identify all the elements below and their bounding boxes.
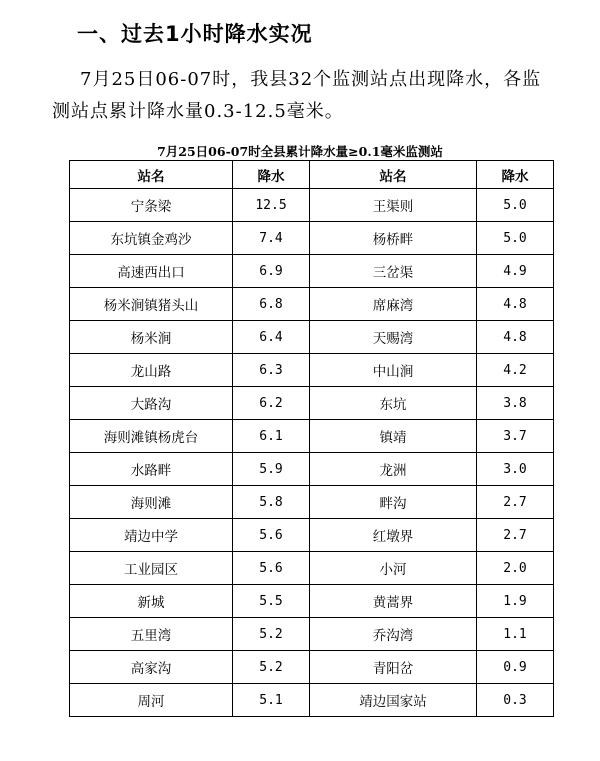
station-name-cell: 天赐湾 [310,321,477,354]
station-name-cell: 海则滩 [70,486,233,519]
station-name-cell: 水路畔 [70,453,233,486]
summary-paragraph: 7月25日06-07时，我县32个监测站点出现降水，各监测站点累计降水量0.3-12.5毫米。 [52,69,542,122]
table-row [70,651,554,684]
station-name-cell: 新城 [70,585,233,618]
precipitation-cell: 2.7 [477,486,554,519]
header-precipitation: 降水 [233,161,310,189]
station-name-cell: 青阳岔 [310,651,477,684]
rainfall-table [69,160,554,717]
header-station-name: 站名 [310,161,477,189]
station-name-cell: 中山涧 [310,354,477,387]
precipitation-cell: 4.8 [477,288,554,321]
station-name-cell: 大路沟 [70,387,233,420]
station-name-cell: 龙洲 [310,453,477,486]
precipitation-cell: 5.2 [233,651,310,684]
station-name-cell: 席麻湾 [310,288,477,321]
table-row [70,453,554,486]
precipitation-cell: 4.2 [477,354,554,387]
precipitation-cell: 2.0 [477,552,554,585]
station-name-cell: 靖边中学 [70,519,233,552]
station-name-cell: 杨米涧 [70,321,233,354]
precipitation-cell: 3.0 [477,453,554,486]
precipitation-cell: 5.6 [233,519,310,552]
precipitation-cell: 5.6 [233,552,310,585]
table-row [70,585,554,618]
table-row [70,684,554,717]
table-row [70,255,554,288]
table-row [70,618,554,651]
station-name-cell: 乔沟湾 [310,618,477,651]
table-body [70,189,554,717]
table-caption: 7月25日06-07时全县累计降水量≥0.1毫米监测站 [157,144,443,159]
precipitation-cell: 5.2 [233,618,310,651]
station-name-cell: 红墩界 [310,519,477,552]
precipitation-cell: 1.1 [477,618,554,651]
table-row [70,321,554,354]
table-row [70,387,554,420]
precipitation-cell: 1.9 [477,585,554,618]
precipitation-cell: 6.3 [233,354,310,387]
precipitation-cell: 6.4 [233,321,310,354]
station-name-cell: 宁条梁 [70,189,233,222]
station-name-cell: 小河 [310,552,477,585]
precipitation-cell: 5.8 [233,486,310,519]
station-name-cell: 东坑镇金鸡沙 [70,222,233,255]
station-name-cell: 黄蒿界 [310,585,477,618]
station-name-cell: 靖边国家站 [310,684,477,717]
table-header-row [70,161,554,189]
station-name-cell: 杨米涧镇猪头山 [70,288,233,321]
station-name-cell: 龙山路 [70,354,233,387]
station-name-cell: 杨桥畔 [310,222,477,255]
station-name-cell: 周河 [70,684,233,717]
precipitation-cell: 3.7 [477,420,554,453]
precipitation-cell: 12.5 [233,189,310,222]
station-name-cell: 高速西出口 [70,255,233,288]
station-name-cell: 王渠则 [310,189,477,222]
station-name-cell: 东坑 [310,387,477,420]
station-name-cell: 高家沟 [70,651,233,684]
station-name-cell: 镇靖 [310,420,477,453]
station-name-cell: 畔沟 [310,486,477,519]
precipitation-cell: 5.9 [233,453,310,486]
precipitation-cell: 6.8 [233,288,310,321]
precipitation-cell: 4.9 [477,255,554,288]
table-row [70,354,554,387]
station-name-cell: 五里湾 [70,618,233,651]
table-row [70,552,554,585]
header-station-name: 站名 [70,161,233,189]
precipitation-cell: 5.0 [477,222,554,255]
precipitation-cell: 5.0 [477,189,554,222]
precipitation-cell: 4.8 [477,321,554,354]
precipitation-cell: 6.1 [233,420,310,453]
precipitation-cell: 7.4 [233,222,310,255]
precipitation-cell: 0.3 [477,684,554,717]
precipitation-cell: 2.7 [477,519,554,552]
precipitation-cell: 0.9 [477,651,554,684]
station-name-cell: 工业园区 [70,552,233,585]
station-name-cell: 海则滩镇杨虎台 [70,420,233,453]
table-row [70,486,554,519]
table-row [70,420,554,453]
station-name-cell: 三岔渠 [310,255,477,288]
precipitation-cell: 5.1 [233,684,310,717]
precipitation-cell: 5.5 [233,585,310,618]
table-row [70,189,554,222]
table-row [70,222,554,255]
table-row [70,288,554,321]
precipitation-cell: 6.9 [233,255,310,288]
header-precipitation: 降水 [477,161,554,189]
section-heading: 一、过去1小时降水实况 [77,22,313,46]
precipitation-cell: 3.8 [477,387,554,420]
table-row [70,519,554,552]
precipitation-cell: 6.2 [233,387,310,420]
